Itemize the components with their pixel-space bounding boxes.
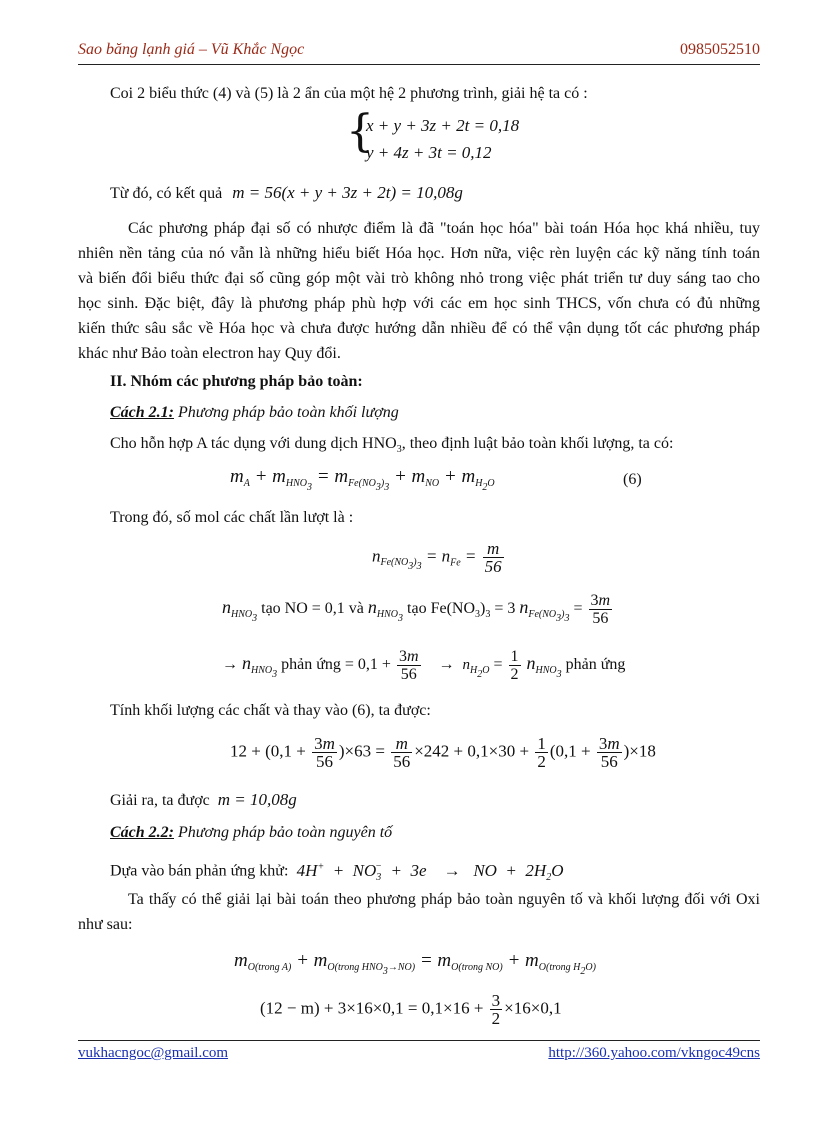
method22-heading [110, 823, 392, 843]
system-brace: { [346, 106, 374, 157]
oxi-para-line-2: như sau: [78, 916, 133, 933]
long-equation: 12 + (0,1 + $\frac{3m}{56}$ )×63 = $\frac{m}{56}$ ×242 + 0,1×30 + $\frac{1}{2}$ (0,1 + $\frac{3m}{56}$ )×18 [230, 734, 656, 771]
method21-intro: Cho hỗn hợp A tác dụng với dung dịch $HNO_3$, theo định luật bảo toàn khối lượng, ta có: [110, 435, 674, 455]
para1-line-6: khác như Bảo toàn electron hay Quy đổi. [78, 345, 341, 362]
half-reaction-line: Dựa vào bán phản ứng khử: $4H^+ + NO_3^- + 3e$ → NO + $2H_2O$ [110, 860, 564, 883]
fraction-3m-56: $\frac{3m}{56}$ [590, 592, 611, 627]
footer-url-link[interactable]: http://360.yahoo.com/vkngoc49cns [548, 1045, 760, 1061]
result-line [110, 183, 463, 204]
page-header [78, 40, 760, 65]
n-fe-equation: $n_{Fe(NO_3)_3} = n_{Fe}$ = $\frac{m}{56}$ [372, 539, 502, 576]
intro-line: Coi 2 biểu thức (4) và (5) là 2 ẩn của một hệ 2 phương trình, giải hệ ta có : [110, 85, 588, 102]
fraction-m-56: $\frac{m}{56}$ [484, 539, 502, 576]
system-eq2: y + 4z + 3t = 0,12 [366, 143, 492, 162]
para1-line-1: Các phương pháp đại số có nhược điểm là đã "toán học hóa" bài toán Hóa học khá nhiều, tuy [128, 220, 760, 237]
n-hno3-line: $n_{HNO_3}$ tạo NO = 0,1 và $n_{HNO_3}$ tạo $Fe(NO_3)_3 = 3$ $n_{Fe(NO_3)_3}$ = $\frac{3m}{56}$ [222, 592, 611, 627]
method22-label: Cách 2.2: [110, 824, 174, 841]
para1-line-5: kiến thức sâu sắc về Hóa học và chưa được hướng dẫn nhiều để có thể vận dụng tốt các phương pháp [78, 320, 760, 337]
equation-6-number: (6) [623, 471, 642, 488]
section-title: II. Nhóm các phương pháp bảo toàn: [110, 373, 363, 390]
system-eq1: x + y + 3z + 2t = 0,18 [366, 116, 520, 135]
para1-line-3: và biến đổi biểu thức đại số cũng góp một vài trò không nhỏ trong việc phát triển tư duy sáng tao cho [78, 270, 760, 287]
result-formula: m = 56(x + y + 3z + 2t) = 10,08g [232, 183, 463, 202]
para1-line-2: nhiên nền tảng của nó vẫn là những hiểu biết Hóa học. Hơn nữa, việc rèn luyện các kỹ năng tính toán [78, 245, 760, 262]
oxygen-mass-equation: $m_{O(trong A)} + m_{O(trong HNO_3\to NO)} = m_{O(trong NO)} + m_{O(trong H_2O)}$ [234, 950, 596, 977]
oxi-para-line-1: Ta thấy có thể giải lại bài toán theo phương pháp bảo toàn nguyên tố và khối lượng đối với Oxi [128, 891, 760, 908]
page-footer [78, 1040, 760, 1065]
reaction-line: → $n_{HNO_3}$ phản ứng = 0,1 + $\frac{3m}{56}$ → $n_{H_2O}$ = $\frac{1}{2}$ $n_{HNO_3}$ phản ứng [222, 648, 626, 683]
method22-title: Phương pháp bảo toàn nguyên tố [178, 824, 393, 841]
method21-heading [110, 403, 399, 423]
equation-6: $m_A + m_{HNO_3} = m_{Fe(NO_3)_3} + m_{NO} + m_{H_2O}$ [230, 466, 495, 493]
solve-line: Giải ra, ta được m = 10,08g [110, 790, 297, 809]
result-prefix: Từ đó, có kết quả [110, 185, 223, 202]
footer-email-link[interactable]: vukhacngoc@gmail.com [78, 1045, 229, 1061]
moles-intro: Trong đó, số mol các chất lần lượt là : [110, 509, 354, 526]
para1-line-4: học sinh. Đặc biệt, đây là phương pháp phù hợp với các em học sinh THCS, vốn chưa có đủ những [78, 295, 760, 312]
header-phone: 0985052510 [680, 41, 760, 58]
method21-label: Cách 2.1: [110, 404, 174, 421]
calc-intro: Tính khối lượng các chất và thay vào (6), ta được: [110, 702, 431, 719]
header-title: Sao băng lạnh giá – Vũ Khắc Ngọc [78, 41, 305, 58]
method21-title: Phương pháp bảo toàn khối lượng [178, 404, 399, 421]
last-equation: (12 − m) + 3×16×0,1 = 0,1×16 + $\frac{3}{2}$ ×16×0,1 [260, 991, 562, 1028]
